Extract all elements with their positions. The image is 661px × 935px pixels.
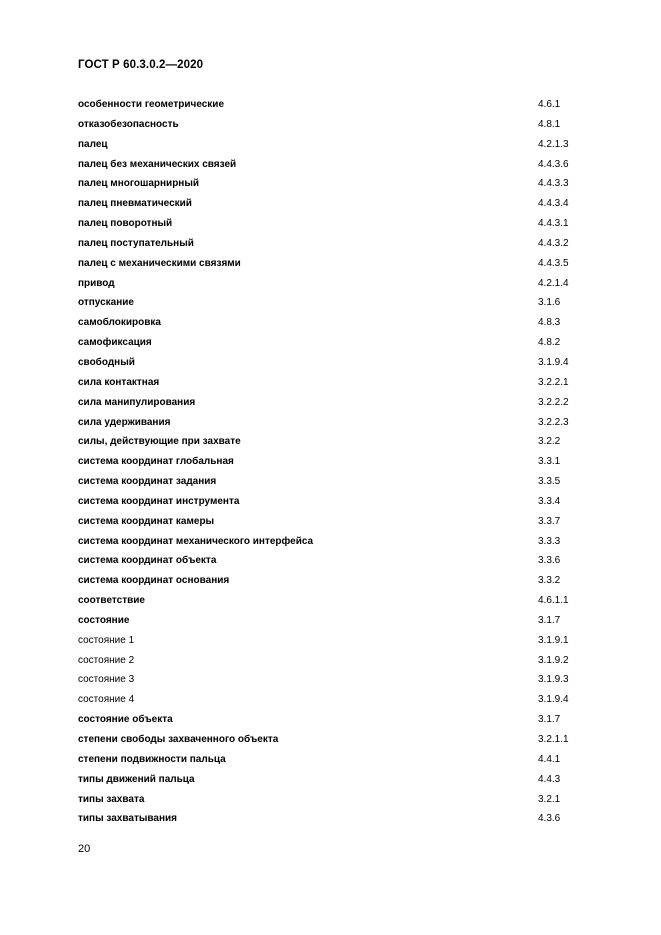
index-term: палец поворотный [78, 218, 173, 230]
index-reference: 4.8.2 [538, 337, 561, 349]
index-term: палец многошарнирный [78, 178, 200, 190]
index-reference: 3.1.7 [538, 714, 561, 726]
index-reference: 4.4.3.6 [538, 158, 569, 170]
index-entry [78, 514, 598, 534]
index-entry [78, 295, 598, 315]
index-entry [78, 415, 598, 435]
index-entry [78, 117, 598, 137]
index-term: состояние объекта [78, 714, 173, 726]
index-entry [78, 672, 598, 692]
index-entry [78, 335, 598, 355]
index-term: система координат механического интерфейса [78, 535, 314, 547]
index-entry [78, 494, 598, 514]
index-term: система координат объекта [78, 555, 217, 567]
index-reference: 3.3.2 [538, 575, 561, 587]
index-term: палец без механических связей [78, 158, 237, 170]
index-reference: 3.1.6 [538, 297, 561, 309]
index-term: сила контактная [78, 376, 160, 388]
index-term: палец с механическими связями [78, 257, 241, 269]
index-reference: 3.3.3 [538, 535, 561, 547]
index-reference: 4.6.1.1 [538, 595, 569, 607]
index-entry [78, 534, 598, 554]
index-reference: 4.4.3.5 [538, 257, 569, 269]
index-term: свободный [78, 356, 135, 368]
index-term: самофиксация [78, 337, 152, 349]
index-reference: 3.2.2.2 [538, 396, 569, 408]
index-entry [78, 712, 598, 732]
index-term: палец пневматический [78, 198, 192, 210]
index-entry [78, 553, 598, 573]
index-term: самоблокировка [78, 317, 161, 329]
index-reference: 4.3.6 [538, 813, 561, 825]
index-reference: 3.2.1.1 [538, 734, 569, 745]
index-term: палец поступательный [78, 237, 194, 249]
index-reference: 3.1.9.4 [538, 694, 569, 706]
index-entry [78, 157, 598, 177]
index-term: состояние 3 [78, 674, 135, 686]
index-entry [78, 474, 598, 494]
index-reference: 4.4.3.1 [538, 218, 569, 230]
index-term: состояние 2 [78, 654, 135, 666]
index-reference: 3.1.9.4 [538, 356, 569, 368]
index-reference: 3.2.2.3 [538, 416, 569, 428]
index-entry [78, 434, 598, 454]
index-reference: 4.8.3 [538, 317, 561, 329]
index-entry [78, 395, 598, 415]
index-entry [78, 256, 598, 276]
index-reference: 4.8.1 [538, 118, 561, 130]
index-term: отказобезопасность [78, 118, 179, 130]
index-term: состояние 4 [78, 694, 135, 706]
index-term: палец [78, 138, 108, 150]
index-reference: 4.4.3.3 [538, 178, 569, 190]
index-reference: 3.3.6 [538, 555, 561, 567]
index-reference: 3.3.4 [538, 495, 561, 507]
index-term: типы движений пальца [78, 773, 195, 785]
index-reference: 4.4.3.2 [538, 237, 569, 249]
index-entry [78, 236, 598, 256]
index-term: сила манипулирования [78, 396, 196, 408]
index-entry [78, 811, 598, 831]
index-term: соответствие [78, 595, 145, 607]
index-reference: 4.6.1 [538, 99, 561, 110]
index-entry [78, 176, 598, 196]
index-reference: 3.3.1 [538, 456, 561, 468]
index-reference: 4.2.1.4 [538, 277, 569, 289]
index-entry [78, 792, 598, 812]
index-entry [78, 653, 598, 673]
index-entry [78, 633, 598, 653]
index-term: система координат задания [78, 476, 217, 488]
index-entry [78, 593, 598, 613]
index-term: привод [78, 277, 115, 289]
index-entry [78, 97, 598, 117]
index-term: отпускание [78, 297, 134, 309]
index-term: состояние 1 [78, 634, 135, 646]
index-reference: 3.2.1 [538, 793, 561, 805]
index-term: степени свободы захваченного объекта [78, 734, 279, 745]
index-entry [78, 137, 598, 157]
index-entry [78, 613, 598, 633]
index-entry [78, 216, 598, 236]
index-reference: 3.1.9.3 [538, 674, 569, 686]
index-entry [78, 315, 598, 335]
index-term: типы захватывания [78, 813, 177, 825]
index-entry [78, 454, 598, 474]
term-index-list [78, 97, 598, 831]
index-reference: 4.4.3.4 [538, 198, 569, 210]
index-reference: 4.4.1 [538, 753, 561, 765]
index-reference: 3.1.9.2 [538, 654, 569, 666]
index-entry [78, 196, 598, 216]
index-entry [78, 772, 598, 792]
index-entry [78, 692, 598, 712]
index-term: система координат глобальная [78, 456, 234, 468]
index-term: сила удерживания [78, 416, 171, 428]
index-term: система координат основания [78, 575, 230, 587]
index-term: состояние [78, 614, 130, 626]
index-reference: 3.1.7 [538, 614, 561, 626]
index-term: типы захвата [78, 793, 145, 805]
document-header: ГОСТ Р 60.3.0.2—2020 [78, 59, 204, 71]
index-term: силы, действующие при захвате [78, 436, 241, 448]
page-number: 20 [78, 843, 91, 855]
index-term: степени подвижности пальца [78, 753, 226, 765]
index-term: система координат инструмента [78, 495, 240, 507]
index-entry [78, 276, 598, 296]
index-term: особенности геометрические [78, 99, 225, 110]
index-entry [78, 573, 598, 593]
index-term: система координат камеры [78, 515, 215, 527]
index-reference: 4.2.1.3 [538, 138, 569, 150]
index-reference: 3.3.7 [538, 515, 561, 527]
index-entry [78, 732, 598, 752]
index-entry [78, 752, 598, 772]
index-reference: 3.2.2 [538, 436, 561, 448]
index-entry [78, 355, 598, 375]
index-entry [78, 375, 598, 395]
index-reference: 4.4.3 [538, 773, 561, 785]
index-reference: 3.2.2.1 [538, 376, 569, 388]
index-reference: 3.3.5 [538, 476, 561, 488]
index-reference: 3.1.9.1 [538, 634, 569, 646]
